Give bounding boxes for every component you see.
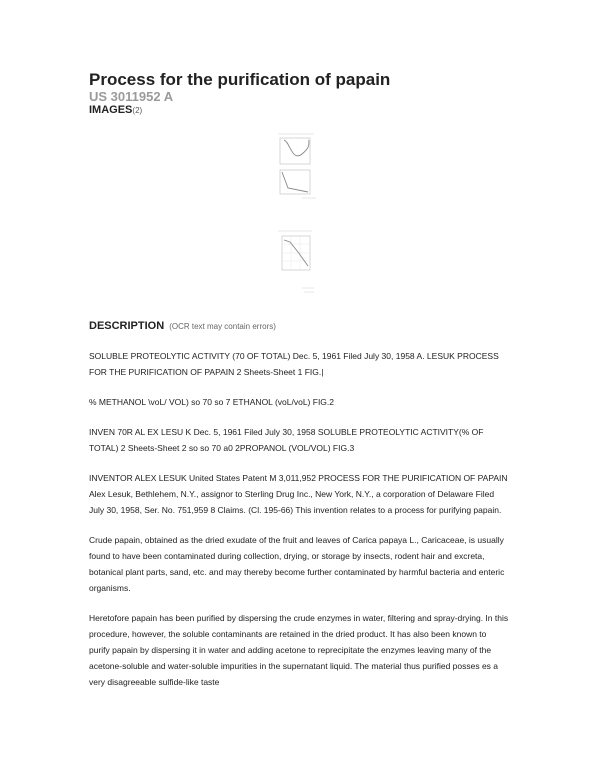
images-count: (2) [132, 106, 143, 115]
images-label: IMAGES [89, 104, 133, 116]
description-paragraph: SOLUBLE PROTEOLYTIC ACTIVITY (70 OF TOTAL) Dec. 5, 1961 Filed July 30, 1958 A. LESUK PROCESS FOR THE PURIFICATION OF PAPAIN 2 Sheets-Sheet 1 FIG.| [89, 351, 499, 377]
description-heading [89, 320, 276, 332]
description-paragraph: Crude papain, obtained as the dried exudate of the fruit and leaves of Carica papaya L., Caricaceae, is usually found to have been contaminated during collection, drying, or storage by insects, rodent hair and excreta, botanical plant parts, sand, etc. and may thereby become further contaminated by harmful bacteria and enteric organisms. [89, 535, 505, 593]
description-paragraph: INVENTOR ALEX LESUK United States Patent M 3,011,952 PROCESS FOR THE PURIFICATION OF PAPAIN Alex Lesuk, Bethlehem, N.Y., assignor to Sterling Drug Inc., New York, N.Y., a corporation of Delaware Filed July 30, 1958, Ser. No. 751,959 8 Claims. (Cl. 195-66) This invention relates to a process for purifying papain. [89, 473, 508, 515]
figure-thumbnail-1[interactable] [272, 128, 320, 200]
patent-number: US 3011952 A [89, 89, 174, 104]
images-heading [89, 104, 142, 116]
description-paragraph: Heretofore papain has been purified by dispersing the crude enzymes in water, filtering and spray-drying. In this procedure, however, the soluble contaminants are retained in the dried product. It has also been known to purify papain by dispersing it in water and adding acetone to reprecipitate the enzymes leaving many of the acetone-soluble and water-soluble impurities in the supernatant liquid. The material thus purified posses es a very disagreeable sulfide-like taste [89, 613, 509, 687]
page-title: Process for the purification of papain [89, 70, 391, 89]
description-paragraph: INVEN 70R AL EX LESU K Dec. 5, 1961 Filed July 30, 1958 SOLUBLE PROTEOLYTIC ACTIVITY(% OF TOTAL) 2 Sheets-Sheet 2 so so 70 a0 2PROPANOL (VOL/VOL) FIG.3 [89, 427, 484, 453]
description-label: DESCRIPTION [89, 320, 165, 332]
figure-thumbnail-2[interactable] [272, 228, 320, 298]
description-body [89, 348, 509, 704]
description-paragraph: % METHANOL \voL/ VOL) so 70 so 7 ETHANOL (voL/voL) FIG.2 [89, 397, 335, 407]
ocr-note: (OCR text may contain errors) [169, 322, 276, 331]
